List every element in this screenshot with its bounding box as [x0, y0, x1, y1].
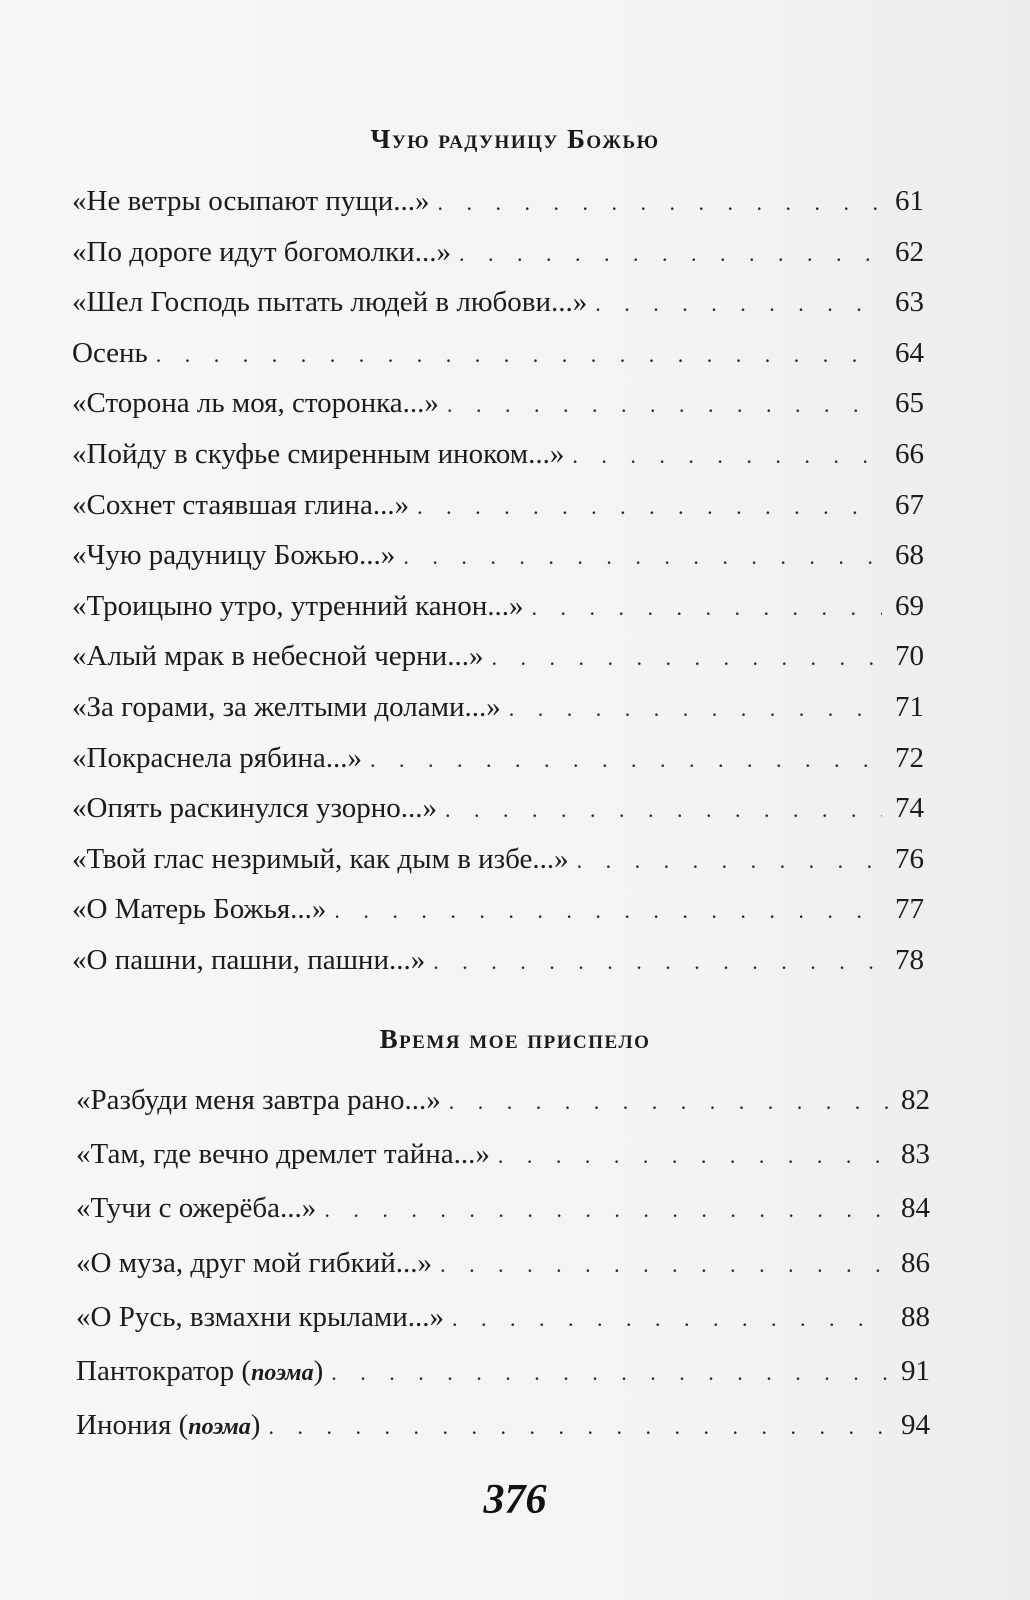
toc-entry: [76, 1139, 930, 1193]
toc-entry: [76, 1248, 930, 1302]
toc-entry: [72, 186, 924, 237]
toc-entry-title: «Опять раскинулся узорно...»: [72, 792, 438, 825]
toc-entry-page: 64: [895, 336, 924, 369]
toc-entry: [72, 388, 924, 439]
toc-entry-page: 67: [895, 488, 924, 521]
toc-entry: [72, 641, 924, 692]
dot-leader: [491, 643, 882, 673]
toc-entry-title: «О муза, друг мой гибкий...»: [76, 1246, 433, 1279]
dot-leader: [572, 441, 882, 471]
toc-entry: [76, 1085, 930, 1139]
toc-entry-page: 94: [901, 1409, 930, 1442]
toc-entry: [76, 1302, 930, 1356]
dot-leader: [595, 289, 882, 319]
toc-entry: [72, 945, 924, 996]
toc-entry-page: 86: [901, 1246, 930, 1279]
toc-entry: [76, 1356, 930, 1410]
toc-entry-title: «По дороге идут богомолки...»: [72, 235, 451, 268]
toc-entry-title: Пантократор (поэма): [76, 1354, 324, 1387]
toc-entry-title: «Там, где вечно дремлет тайна...»: [76, 1138, 490, 1171]
toc-entry: [72, 692, 924, 743]
toc-entry-title: «Твой глас незримый, как дым в избе...»: [72, 842, 569, 875]
toc-entry-title: «Алый мрак в небесной черни...»: [72, 640, 484, 673]
toc-entry-page: 82: [901, 1084, 930, 1116]
page-number: 376: [483, 1477, 547, 1523]
toc-entry-page: 62: [895, 235, 924, 268]
toc-entry-page: 71: [895, 690, 924, 723]
toc-entry: [72, 439, 924, 490]
dot-leader: [445, 795, 882, 825]
toc-entry-page: 61: [895, 185, 924, 217]
toc-entry: [76, 1193, 930, 1247]
toc-entry-page: 63: [895, 286, 924, 319]
toc-entry-title: «Не ветры осыпают пущи...»: [72, 185, 430, 217]
toc-entry-title: «Троицыно утро, утренний канон...»: [72, 589, 524, 622]
toc-entry-title: «Тучи с ожерёба...»: [76, 1192, 317, 1225]
toc-entry-title: «Шел Господь пытать людей в любови...»: [72, 286, 588, 319]
dot-leader: [452, 1304, 888, 1334]
dot-leader: [459, 239, 882, 269]
toc-entry-page: 72: [895, 741, 924, 774]
toc-entry: [72, 540, 924, 591]
toc-entry-page: 76: [895, 842, 924, 875]
dot-leader: [268, 1412, 888, 1442]
toc-entry: [72, 793, 924, 844]
toc-entry-title: «Разбуди меня завтра рано...»: [76, 1084, 441, 1116]
dot-leader: [447, 390, 882, 420]
toc-entry-title: «Сторона ль моя, сторонка...»: [72, 387, 439, 420]
toc-entry-page: 83: [901, 1138, 930, 1171]
toc-entry: [72, 894, 924, 945]
dot-leader: [509, 694, 882, 724]
toc-entry-title: «Чую радуницу Божью...»: [72, 539, 396, 572]
toc-list-section-2: [76, 1085, 930, 1464]
dot-leader: [156, 340, 882, 370]
toc-entry-page: 66: [895, 437, 924, 470]
toc-entry-title: «Покраснела рябина...»: [72, 741, 363, 774]
toc-entry-genre-note: поэма: [188, 1414, 251, 1441]
dot-leader: [433, 947, 882, 977]
toc-entry: [76, 1410, 930, 1464]
toc-entry-title: «Пойду в скуфье смиренным иноком...»: [72, 437, 565, 470]
dot-leader: [440, 1250, 888, 1280]
toc-entry-genre-note: поэма: [251, 1359, 314, 1386]
dot-leader: [331, 1358, 888, 1388]
section-title-1: Чую радуницу Божью: [370, 124, 660, 154]
toc-entry-page: 78: [895, 943, 924, 976]
toc-entry: [72, 844, 924, 895]
toc-entry-page: 69: [895, 589, 924, 622]
dot-leader: [531, 593, 882, 623]
toc-entry: [72, 490, 924, 541]
dot-leader: [334, 896, 882, 926]
toc-entry-page: 70: [895, 640, 924, 673]
dot-leader: [403, 542, 882, 572]
dot-leader: [370, 745, 882, 775]
dot-leader: [449, 1087, 888, 1117]
section-title-2: Время мое приспело: [379, 1024, 651, 1054]
toc-entry-title: «О Русь, взмахни крылами...»: [76, 1300, 445, 1333]
toc-entry: [72, 237, 924, 288]
toc-list-section-1: [72, 186, 924, 996]
toc-entry-title: Инония (поэма): [76, 1409, 261, 1442]
dot-leader: [577, 846, 882, 876]
toc-entry-title: «О пашни, пашни, пашни...»: [72, 943, 426, 976]
dot-leader: [417, 492, 882, 522]
toc-entry-page: 77: [895, 893, 924, 926]
toc-entry-title: «Сохнет стаявшая глина...»: [72, 488, 410, 521]
toc-entry-page: 65: [895, 387, 924, 420]
toc-entry-page: 74: [895, 792, 924, 825]
toc-entry-page: 84: [901, 1192, 930, 1225]
toc-entry: [72, 591, 924, 642]
toc-entry-title: «За горами, за желтыми долами...»: [72, 690, 501, 723]
toc-entry-page: 68: [895, 539, 924, 572]
dot-leader: [324, 1195, 888, 1225]
dot-leader: [498, 1141, 888, 1171]
dot-leader: [438, 188, 882, 218]
toc-entry: [72, 338, 924, 389]
toc-entry-title: Осень: [72, 336, 148, 369]
toc-entry: [72, 287, 924, 338]
toc-entry: [72, 743, 924, 794]
toc-entry-title: «О Матерь Божья...»: [72, 893, 327, 926]
toc-entry-title-text: Пантократор: [76, 1354, 235, 1387]
toc-entry-page: 91: [901, 1354, 930, 1387]
toc-entry-title-text: Инония: [76, 1409, 172, 1442]
toc-entry-page: 88: [901, 1300, 930, 1333]
